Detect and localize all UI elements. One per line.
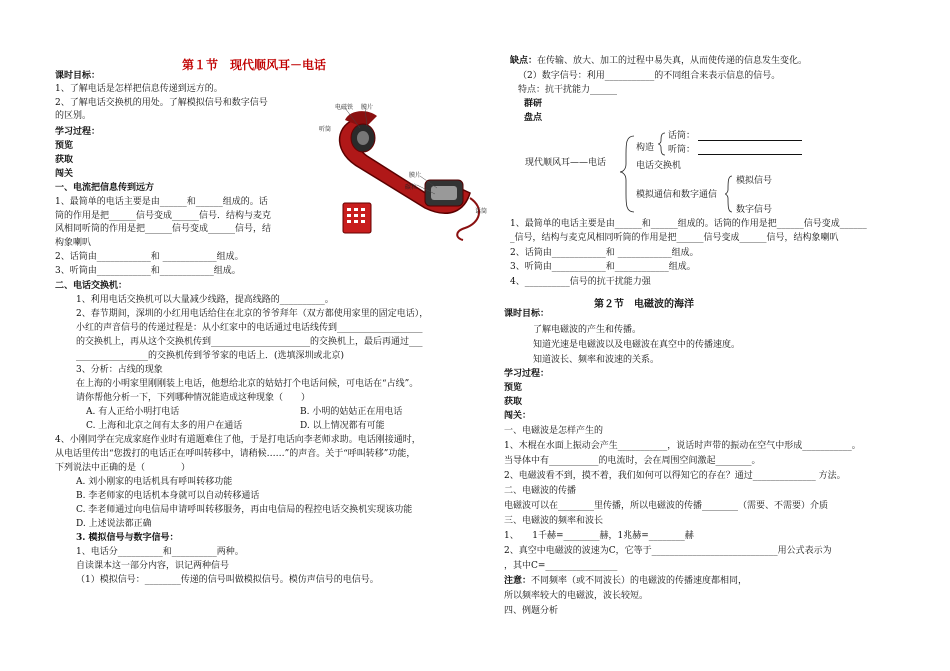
right-bottom-line-19: 注意：不同频率（或不同波长）的电磁波的传播速度都相同， (504, 576, 748, 586)
right-bottom-line-10: 1、木棍在水面上振动会产生___________，说话时声带的振动在空气中形成___________。 (504, 441, 861, 451)
left-line-34: C. 李老师通过向电信局申请呼叫转移服务，再由电信局的程控电话交换机实现该功能 (76, 505, 413, 515)
left-line-15: 3、听筒由____________和____________组成。 (55, 266, 241, 276)
lesson-1-title: 第１节 现代顺风耳－电话 (182, 58, 327, 72)
blank-earpiece[interactable] (698, 154, 802, 155)
left-line-12: 风相同听筒的作用是把______信号变成______信号，结 (55, 224, 272, 234)
right-bottom-line-20: 所以频率较大的电磁波，波长较短。 (504, 591, 649, 601)
right-bottom-line-5: 学习过程： (504, 369, 550, 379)
left-line-27: C. 上海和北京之间有太多的用户在通话 (86, 421, 243, 431)
diagram-root: 现代顺风耳——电话 (525, 158, 607, 168)
right-top-line-4: 群研 (524, 99, 543, 109)
left-line-21: ________________的交换机传到爷爷家的电话上．(选填深圳或北京) (76, 351, 345, 361)
left-line-7: 获取 (55, 155, 74, 165)
right-mid-line-4: 3、听筒由____________和____________组成。 (510, 262, 696, 272)
diagram-exchange: 电话交换机 (636, 161, 682, 171)
diagram-analog: 模拟信号 (736, 176, 773, 186)
right-bottom-line-2: 了解电磁波的产生和传播。 (533, 325, 642, 335)
left-line-14: 2、话筒由____________和 ____________组成。 (55, 252, 244, 262)
right-bottom-line-11: 当导体中有___________的电流时，会在周围空间激起________。 (504, 456, 761, 466)
right-bottom-line-7: 获取 (504, 397, 523, 407)
left-line-11: 筒的作用是把______信号变成______信号．结构与麦克 (55, 211, 272, 221)
label-diaphragm-top: 膜片 (361, 104, 374, 111)
right-bottom-line-16: 1、 1千赫=________赫，1兆赫=________赫 (504, 531, 694, 541)
left-line-8: 闯关 (55, 169, 74, 179)
right-bottom-line-13: 二、电磁波的传播 (504, 486, 577, 496)
right-bottom-line-3: 知道光速是电磁波以及电磁波在真空中的传播速度。 (533, 340, 741, 350)
label-diaphragm-bottom: 膜片 (409, 172, 422, 179)
left-line-23: 在上海的小明家里刚刚装上电话，他想给北京的姑姑打个电话问候，可电话在“占线”。 (76, 379, 419, 389)
left-line-30: 从电话里传出“您拨打的电话正在呼叫转移中，请稍候……”的声音。关于“呼叫转移”功能， (55, 449, 416, 459)
left-line-36: 3. 模拟信号与数字信号： (76, 533, 179, 543)
right-bottom-line-6: 预览 (504, 383, 523, 393)
left-line-9: 一、电流把信息传到远方 (55, 183, 155, 193)
label-carbon-granules: 碳粒 (405, 184, 418, 191)
left-line-1: 课时目标： (55, 71, 101, 81)
left-line-35: D. 上述说法都正确 (76, 519, 152, 529)
left-line-16: 二、电话交换机： (55, 281, 128, 291)
label-earpiece: 听筒 (319, 126, 332, 133)
diagram-receiver: 话筒： (668, 131, 696, 141)
right-top-line-2: （2）数字信号：利用___________的不同组合来表示信息的信号。 (518, 71, 781, 81)
right-bottom-line-15: 三、电磁波的频率和波长 (504, 516, 604, 526)
left-line-26: B. 小明的姑姑正在用电话 (300, 407, 403, 417)
diagram-comm: 模拟通信和数字通信 (636, 190, 718, 200)
diagram-earpiece: 听筒： (668, 145, 696, 155)
lesson-2-title: 第２节 电磁波的海洋 (594, 299, 694, 310)
right-bottom-line-18: ，其中C=________________ (504, 561, 618, 571)
right-top-line-5: 盘点 (524, 113, 543, 123)
right-bottom-line-9: 一、电磁波是怎样产生的 (504, 426, 604, 436)
diagram-brace-construction (657, 131, 667, 157)
left-line-32: A. 刘小刚家的电话机具有呼叫转移功能 (76, 477, 233, 487)
right-bottom-line-17: 2、真空中电磁波的波速为C，它等于____________________________用公式表示为 (504, 546, 832, 556)
diagram-brace-comm (724, 174, 734, 214)
right-bottom-line-8: 闯关： (504, 411, 532, 421)
left-line-4: 的区别。 (55, 111, 92, 121)
right-mid-line-3: 2、话筒由____________和 ____________组成。 (510, 248, 699, 258)
left-line-3: 2、了解电话交换机的用处。了解模拟信号和数字信号 (55, 98, 268, 108)
right-mid-line-1: 1、最简单的电话主要是由______和______组成的。话筒的作用是把______信号变成______ (510, 219, 867, 229)
diagram-digital: 数字信号 (736, 205, 773, 215)
right-bottom-line-4: 知道波长、频率和波速的关系。 (533, 355, 660, 365)
blank-receiver[interactable] (698, 140, 802, 141)
left-line-19: 小红的声音信号的传递过程是：从小红家中的电话通过电话线传到___________________ (76, 323, 423, 333)
left-line-22: 3、分析：占线的现象 (76, 365, 163, 375)
right-top-line-1: 缺点：在传输、放大、加工的过程中易失真，从而使传递的信息发生变化。 (510, 56, 808, 66)
diagram-construction: 构造 (636, 143, 655, 153)
left-line-13: 构象喇叭 (55, 238, 92, 248)
right-mid-line-2: _信号，结构与麦克风相同听筒的作用是把______信号变成______信号，结构象喇叭 (510, 233, 839, 243)
left-line-39: （1）模拟信号：________传递的信号叫做模拟信号。模仿声信号的电信号。 (76, 575, 379, 585)
left-line-28: D. 以上情况都有可能 (300, 421, 385, 431)
left-line-5: 学习过程： (55, 127, 101, 137)
left-line-18: 2、春节期间，深圳的小红用电话给住在北京的爷爷拜年（双方都使用家里的固定电话）， (76, 309, 429, 319)
left-line-2: 1、了解电话是怎样把信息传递到远方的。 (55, 84, 223, 94)
right-bottom-line-1: 课时目标： (504, 309, 550, 319)
right-bottom-line-21: 四、例题分析 (504, 606, 559, 616)
label-microphone: 话筒 (475, 208, 488, 215)
right-bottom-line-12: 2、电磁波看不到，摸不着，我们如何可以得知它的存在？通过______________ 方法。 (504, 471, 846, 481)
label-electromagnet: 电磁铁 (335, 104, 354, 111)
telephone-illustration (305, 98, 495, 248)
right-mid-line-5: 4、__________信号的抗干扰能力强 (510, 277, 651, 287)
left-line-33: B. 李老师家的电话机本身就可以自动转移通话 (76, 491, 260, 501)
left-line-37: 1、电话分__________和__________两种。 (76, 547, 244, 557)
diagram-brace-main (618, 134, 638, 214)
left-line-6: 预览 (55, 141, 74, 151)
left-line-25: A. 有人正给小明打电话 (86, 407, 180, 417)
left-line-29: 4、小刚同学在完成家庭作业时有道题难住了他，于是打电话向李老师求助。电话刚接通时， (55, 435, 421, 445)
left-line-10: 1、最简单的电话主要是由______和______组成的。话 (55, 197, 268, 207)
left-line-24: 请你帮他分析一下，下列哪种情况能造成这种现象（ ） (76, 393, 311, 403)
left-line-20: 的交换机上，再从这个交换机传到______________________的交换机上，最后再通过___ (76, 337, 423, 347)
right-bottom-line-14: 电磁波可以在________里传播，所以电磁波的传播________（需要、不需要）介质 (504, 501, 829, 511)
left-line-31: 下列说法中正确的是（ ） (55, 463, 191, 473)
left-line-17: 1、利用电话交换机可以大量减少线路，提高线路的__________。 (76, 295, 334, 305)
telephone-figure (305, 98, 495, 248)
right-top-line-3: 特点：抗干扰能力______ (518, 85, 618, 95)
left-line-38: 自读课本这一部分内容，识记两种信号 (76, 561, 230, 571)
